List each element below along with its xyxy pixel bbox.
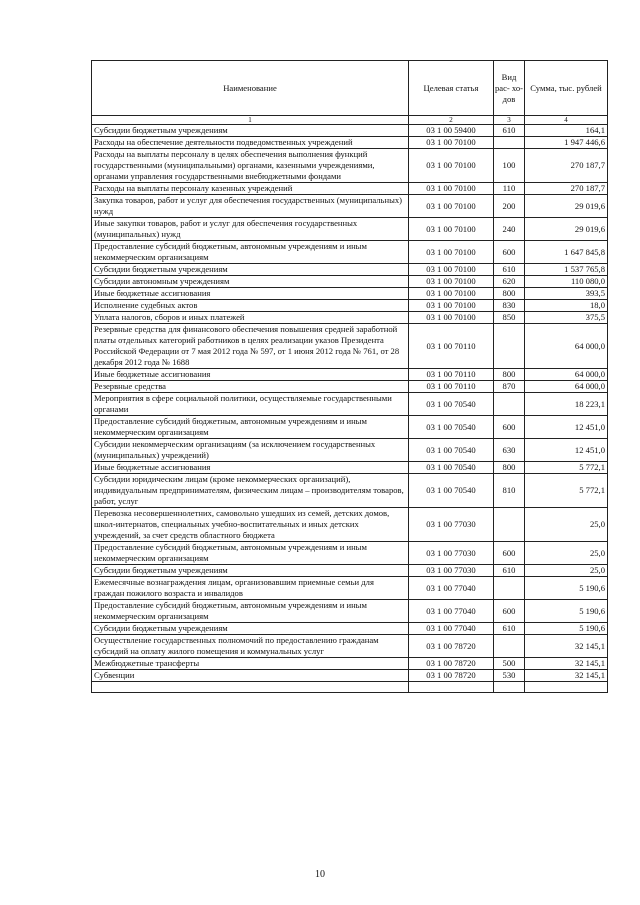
row-target-code: 03 1 00 70540	[409, 439, 494, 462]
row-amount: 5 190,6	[525, 600, 608, 623]
row-expense-type	[494, 137, 525, 149]
row-expense-type: 200	[494, 195, 525, 218]
row-amount: 29 019,6	[525, 218, 608, 241]
row-name: Субсидии автономным учреждениям	[92, 276, 409, 288]
row-expense-type	[494, 577, 525, 600]
table-row	[92, 393, 608, 416]
header-expense-type: Вид рас- хо- дов	[494, 61, 525, 116]
row-amount: 270 187,7	[525, 149, 608, 183]
row-name: Предоставление субсидий бюджетным, автономным учреждениям и иным некоммерческим организациям	[92, 416, 409, 439]
row-name: Субсидии бюджетным учреждениям	[92, 565, 409, 577]
row-amount: 12 451,0	[525, 439, 608, 462]
row-target-code: 03 1 00 77030	[409, 508, 494, 542]
table-row	[92, 264, 608, 276]
row-expense-type: 630	[494, 439, 525, 462]
row-amount: 18,0	[525, 300, 608, 312]
row-target-code: 03 1 00 59400	[409, 125, 494, 137]
row-target-code: 03 1 00 77040	[409, 600, 494, 623]
table-row	[92, 381, 608, 393]
table-row	[92, 137, 608, 149]
row-expense-type: 100	[494, 149, 525, 183]
row-expense-type	[494, 635, 525, 658]
row-amount: 1 647 845,8	[525, 241, 608, 264]
row-amount: 32 145,1	[525, 658, 608, 670]
row-amount: 5 772,1	[525, 474, 608, 508]
row-target-code: 03 1 00 78720	[409, 635, 494, 658]
row-amount: 1 947 446,6	[525, 137, 608, 149]
row-expense-type: 530	[494, 670, 525, 682]
row-target-code: 03 1 00 70100	[409, 276, 494, 288]
column-number: 2	[409, 116, 494, 125]
row-amount: 110 080,0	[525, 276, 608, 288]
row-expense-type	[494, 508, 525, 542]
empty-cell	[494, 682, 525, 693]
row-expense-type: 500	[494, 658, 525, 670]
document-page	[91, 60, 607, 693]
column-number: 4	[525, 116, 608, 125]
empty-row	[92, 682, 608, 693]
table-header	[92, 61, 608, 125]
table-row	[92, 149, 608, 183]
row-target-code: 03 1 00 70100	[409, 241, 494, 264]
row-target-code: 03 1 00 70110	[409, 381, 494, 393]
row-target-code: 03 1 00 70100	[409, 195, 494, 218]
row-name: Резервные средства для финансового обеспечения повышения средней заработной платы отдельных категорий работников в целях реализации указов Президента Российской Федерации от 7 мая 2012 года № 597, от 1 июня 2012 года № 761, от 28 декабря 2012 года № 1688	[92, 324, 409, 369]
row-name: Предоставление субсидий бюджетным, автономным учреждениям и иным некоммерческим организациям	[92, 241, 409, 264]
row-target-code: 03 1 00 70100	[409, 312, 494, 324]
row-target-code: 03 1 00 77030	[409, 542, 494, 565]
row-expense-type: 600	[494, 600, 525, 623]
row-target-code: 03 1 00 78720	[409, 670, 494, 682]
row-expense-type: 610	[494, 565, 525, 577]
table-row	[92, 658, 608, 670]
column-number: 3	[494, 116, 525, 125]
row-name: Резервные средства	[92, 381, 409, 393]
row-amount: 393,5	[525, 288, 608, 300]
row-expense-type: 600	[494, 542, 525, 565]
row-expense-type	[494, 393, 525, 416]
budget-table	[91, 60, 608, 693]
row-name: Исполнение судебных актов	[92, 300, 409, 312]
row-amount: 5 190,6	[525, 623, 608, 635]
table-row	[92, 565, 608, 577]
column-number-row	[92, 116, 608, 125]
row-amount: 12 451,0	[525, 416, 608, 439]
row-name: Осуществление государственных полномочий по предоставлению гражданам субсидий на оплату жилого помещения и коммунальных услуг	[92, 635, 409, 658]
header-amount: Сумма, тыс. рублей	[525, 61, 608, 116]
row-expense-type: 800	[494, 288, 525, 300]
column-number: 1	[92, 116, 409, 125]
row-name: Расходы на выплаты персоналу в целях обеспечения выполнения функций государственными (муниципальными) органами, казенными учреждениями, органами управления государственными внебюджетными фондами	[92, 149, 409, 183]
row-name: Субвенции	[92, 670, 409, 682]
row-name: Предоставление субсидий бюджетным, автономным учреждениям и иным некоммерческим организациям	[92, 600, 409, 623]
row-name: Иные бюджетные ассигнования	[92, 369, 409, 381]
row-amount: 1 537 765,8	[525, 264, 608, 276]
row-target-code: 03 1 00 70100	[409, 218, 494, 241]
row-expense-type: 830	[494, 300, 525, 312]
row-target-code: 03 1 00 70100	[409, 288, 494, 300]
table-row	[92, 324, 608, 369]
row-expense-type: 800	[494, 462, 525, 474]
table-row	[92, 508, 608, 542]
row-target-code: 03 1 00 70100	[409, 137, 494, 149]
row-expense-type	[494, 324, 525, 369]
row-amount: 25,0	[525, 542, 608, 565]
row-expense-type: 240	[494, 218, 525, 241]
row-target-code: 03 1 00 77040	[409, 577, 494, 600]
row-name: Субсидии некоммерческим организациям (за исключением государственных (муниципальных) учреждений)	[92, 439, 409, 462]
table-row	[92, 125, 608, 137]
row-expense-type: 600	[494, 241, 525, 264]
row-amount: 64 000,0	[525, 324, 608, 369]
row-name: Субсидии бюджетным учреждениям	[92, 623, 409, 635]
row-target-code: 03 1 00 78720	[409, 658, 494, 670]
table-row	[92, 300, 608, 312]
empty-cell	[525, 682, 608, 693]
table-row	[92, 577, 608, 600]
empty-cell	[409, 682, 494, 693]
row-amount: 18 223,1	[525, 393, 608, 416]
table-row	[92, 462, 608, 474]
row-name: Иные бюджетные ассигнования	[92, 462, 409, 474]
table-row	[92, 670, 608, 682]
row-amount: 25,0	[525, 565, 608, 577]
row-expense-type: 620	[494, 276, 525, 288]
row-name: Уплата налогов, сборов и иных платежей	[92, 312, 409, 324]
table-row	[92, 312, 608, 324]
row-name: Субсидии бюджетным учреждениям	[92, 125, 409, 137]
row-expense-type: 610	[494, 623, 525, 635]
row-name: Расходы на обеспечение деятельности подведомственных учреждений	[92, 137, 409, 149]
table-row	[92, 241, 608, 264]
row-name: Межбюджетные трансферты	[92, 658, 409, 670]
row-amount: 25,0	[525, 508, 608, 542]
row-amount: 32 145,1	[525, 670, 608, 682]
row-target-code: 03 1 00 70540	[409, 393, 494, 416]
row-expense-type: 850	[494, 312, 525, 324]
page-number: 10	[315, 869, 325, 880]
table-row	[92, 416, 608, 439]
row-expense-type: 610	[494, 264, 525, 276]
row-amount: 164,1	[525, 125, 608, 137]
row-expense-type: 800	[494, 369, 525, 381]
row-target-code: 03 1 00 77040	[409, 623, 494, 635]
header-name: Наименование	[92, 61, 409, 116]
row-name: Иные бюджетные ассигнования	[92, 288, 409, 300]
row-target-code: 03 1 00 70540	[409, 416, 494, 439]
row-name: Мероприятия в сфере социальной политики, осуществляемые государственными органами	[92, 393, 409, 416]
row-name: Иные закупки товаров, работ и услуг для обеспечения государственных (муниципальных) нужд	[92, 218, 409, 241]
row-target-code: 03 1 00 77030	[409, 565, 494, 577]
row-amount: 5 190,6	[525, 577, 608, 600]
row-amount: 32 145,1	[525, 635, 608, 658]
row-expense-type: 600	[494, 416, 525, 439]
row-target-code: 03 1 00 70100	[409, 183, 494, 195]
row-amount: 64 000,0	[525, 369, 608, 381]
row-amount: 270 187,7	[525, 183, 608, 195]
row-expense-type: 810	[494, 474, 525, 508]
table-row	[92, 183, 608, 195]
row-target-code: 03 1 00 70540	[409, 474, 494, 508]
table-row	[92, 474, 608, 508]
row-expense-type: 870	[494, 381, 525, 393]
row-amount: 5 772,1	[525, 462, 608, 474]
row-amount: 375,5	[525, 312, 608, 324]
row-amount: 29 019,6	[525, 195, 608, 218]
row-target-code: 03 1 00 70110	[409, 324, 494, 369]
header-target: Целевая статья	[409, 61, 494, 116]
table-row	[92, 439, 608, 462]
row-name: Ежемесячные вознаграждения лицам, организовавшим приемные семьи для граждан пожилого возраста и инвалидов	[92, 577, 409, 600]
row-name: Субсидии юридическим лицам (кроме некоммерческих организаций), индивидуальным предпринимателям, физическим лицам – производителям товаров, работ, услуг	[92, 474, 409, 508]
table-body	[92, 125, 608, 693]
table-row	[92, 635, 608, 658]
row-expense-type: 110	[494, 183, 525, 195]
row-expense-type: 610	[494, 125, 525, 137]
row-target-code: 03 1 00 70540	[409, 462, 494, 474]
row-target-code: 03 1 00 70110	[409, 369, 494, 381]
row-name: Субсидии бюджетным учреждениям	[92, 264, 409, 276]
table-row	[92, 600, 608, 623]
table-row	[92, 218, 608, 241]
row-target-code: 03 1 00 70100	[409, 300, 494, 312]
empty-cell	[92, 682, 409, 693]
row-target-code: 03 1 00 70100	[409, 264, 494, 276]
row-amount: 64 000,0	[525, 381, 608, 393]
row-name: Предоставление субсидий бюджетным, автономным учреждениям и иным некоммерческим организациям	[92, 542, 409, 565]
row-name: Расходы на выплаты персоналу казенных учреждений	[92, 183, 409, 195]
row-name: Перевозка несовершеннолетних, самовольно ушедших из семей, детских домов, школ-интернатов, специальных учебно-воспитательных и иных детских учреждений, за счет средств областного бюджета	[92, 508, 409, 542]
table-row	[92, 288, 608, 300]
row-target-code: 03 1 00 70100	[409, 149, 494, 183]
table-row	[92, 369, 608, 381]
table-row	[92, 623, 608, 635]
table-row	[92, 276, 608, 288]
table-row	[92, 195, 608, 218]
table-row	[92, 542, 608, 565]
row-name: Закупка товаров, работ и услуг для обеспечения государственных (муниципальных) нужд	[92, 195, 409, 218]
